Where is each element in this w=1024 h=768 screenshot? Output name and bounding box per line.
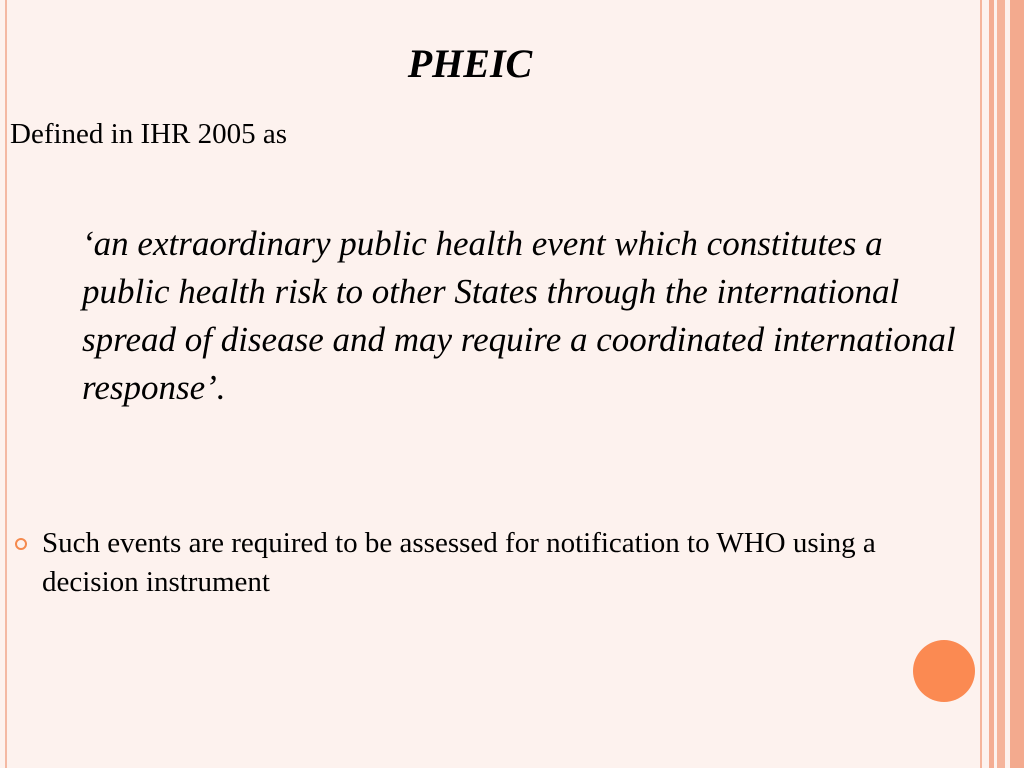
right-stripe-4 [1010,0,1024,768]
bullet-ring-icon [15,538,27,550]
definition-quote: ‘an extraordinary public health event which constitutes a public health risk to other States through the international spread of disease and may require a coordinated international response’. [82,224,956,407]
left-border-line [5,0,7,768]
right-stripe-1 [980,0,982,768]
bullet-item [15,524,965,602]
slide-title: PHEIC [407,41,533,86]
right-stripe-3 [997,0,1005,768]
intro-text: Defined in IHR 2005 as [10,118,288,150]
right-stripe-2 [989,0,994,768]
orange-circle-decoration [913,640,975,702]
bullet-text: Such events are required to be assessed for notification to WHO using a decision instrument [42,527,876,598]
